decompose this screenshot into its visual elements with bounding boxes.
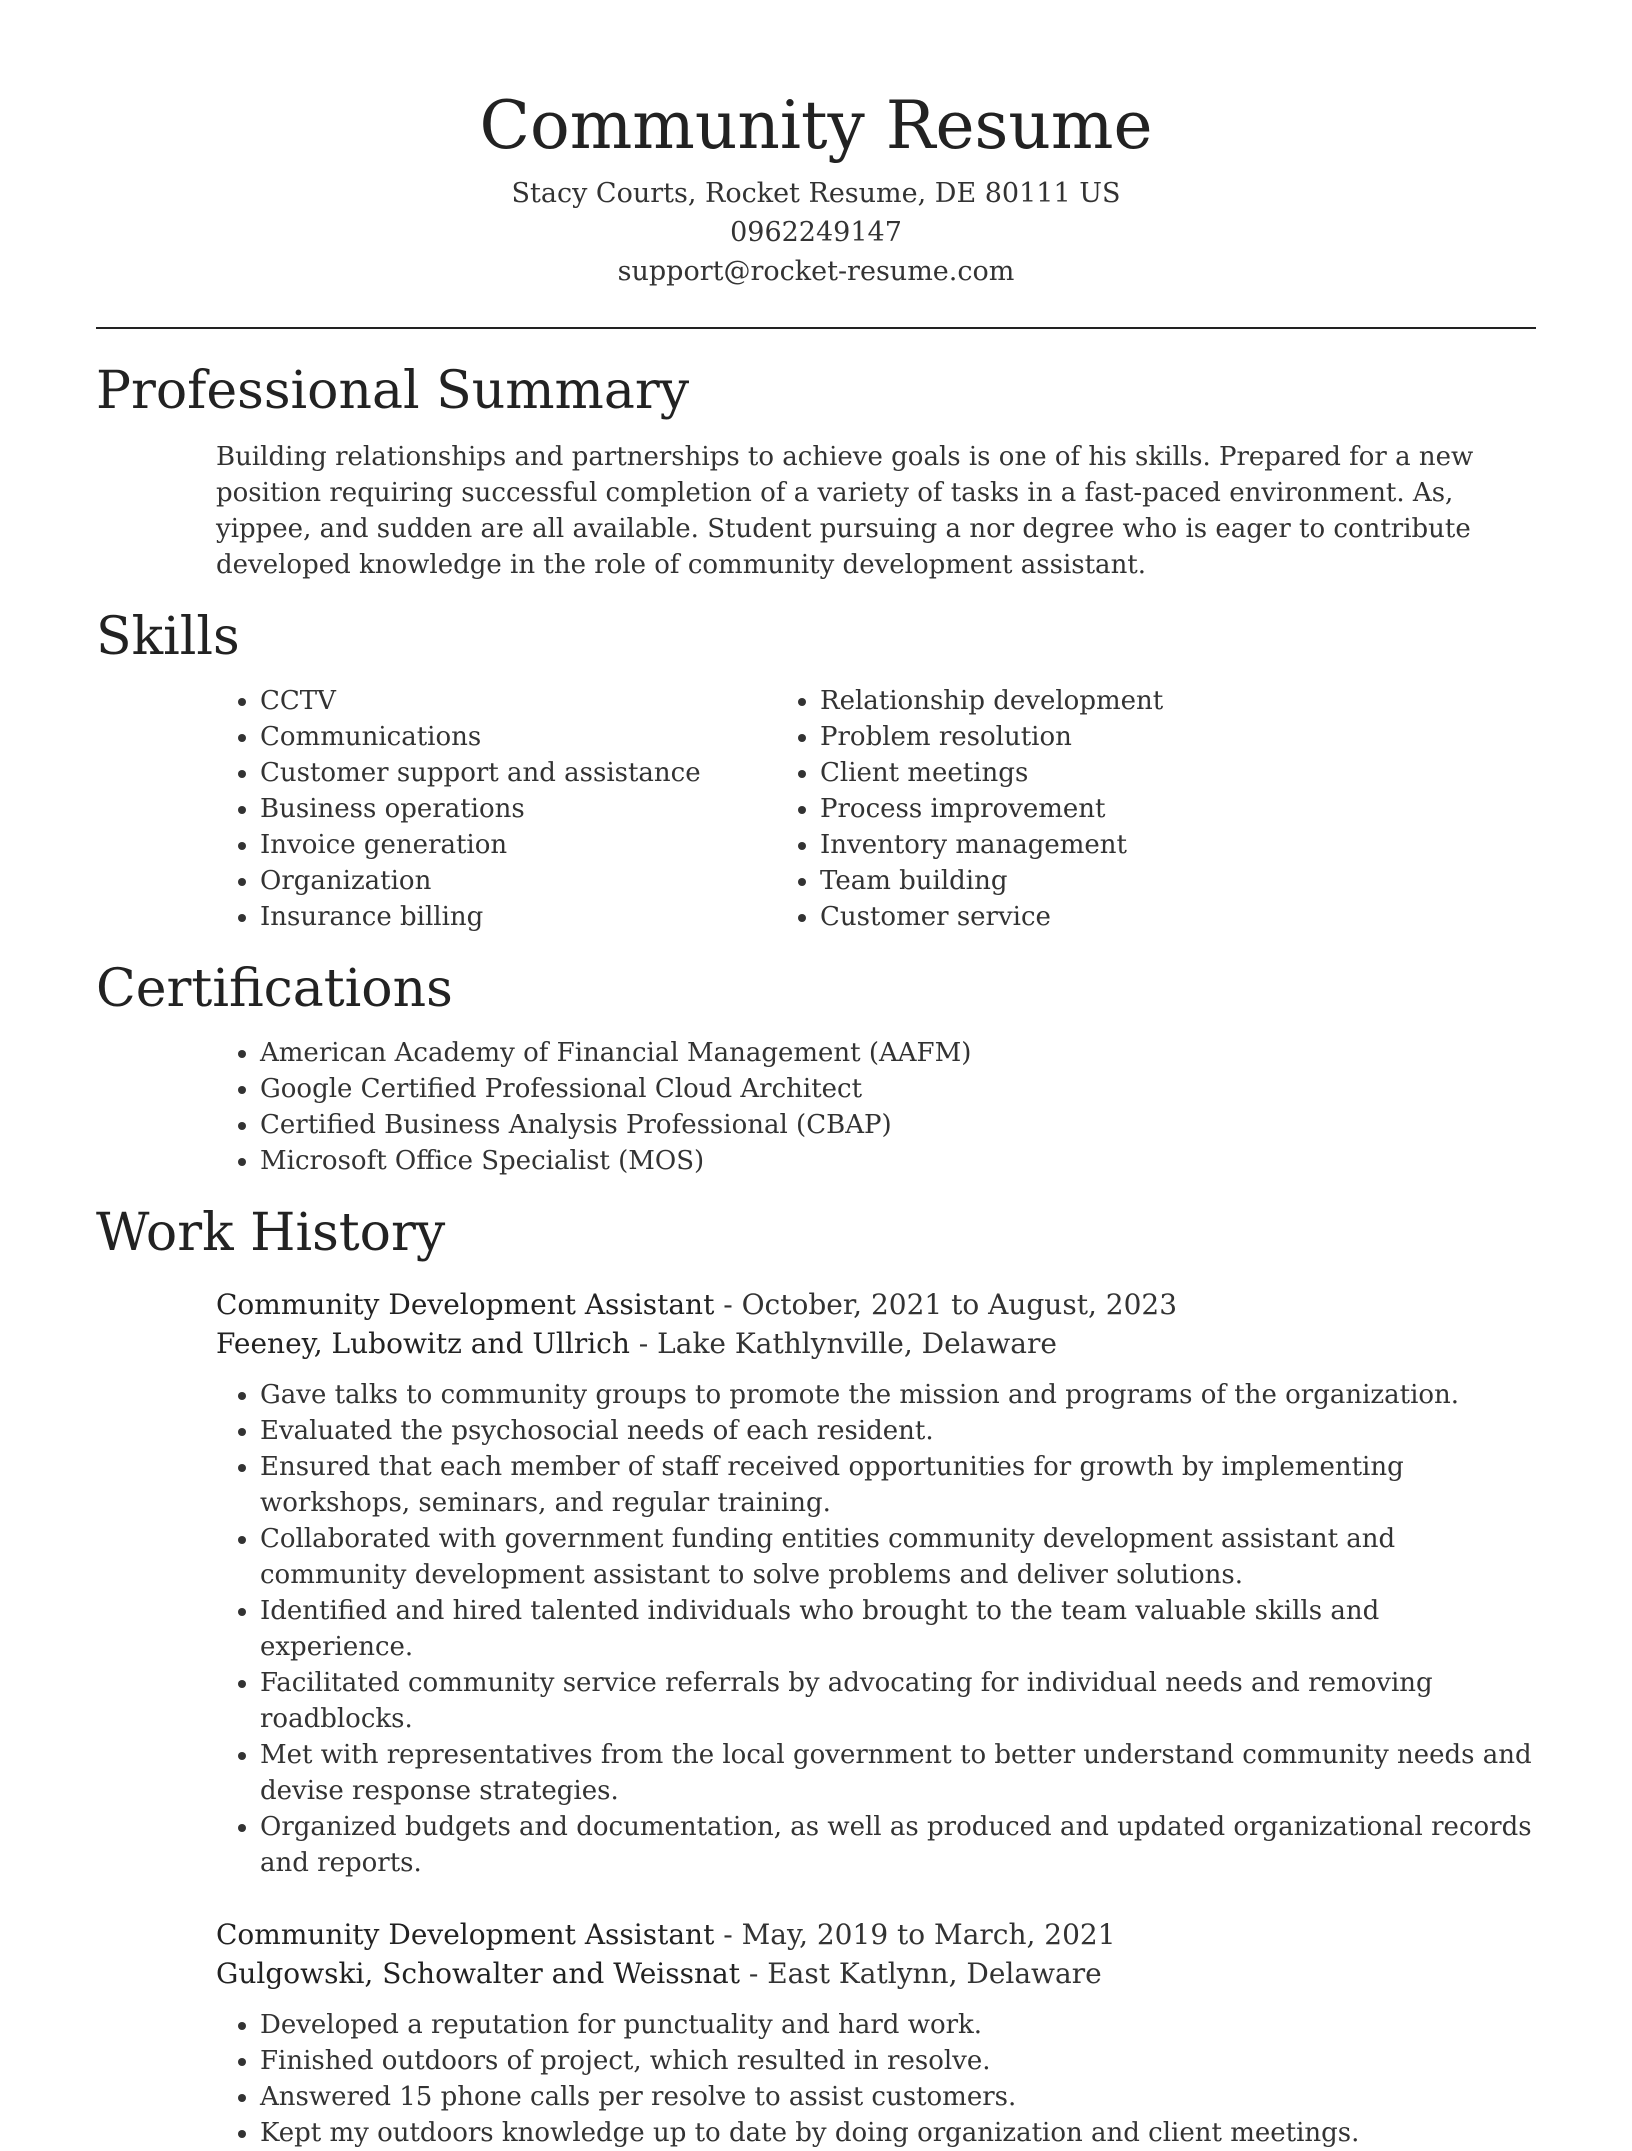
certification-item: • Microsoft Office Specialist (MOS) <box>260 1143 1536 1179</box>
skill-item: • Insurance billing <box>260 899 746 935</box>
certifications-list <box>96 1035 1536 1179</box>
job-role: Community Development Assistant <box>216 1918 715 1951</box>
skills-column-left <box>96 683 746 935</box>
skills-title: Skills <box>96 607 240 667</box>
job-bullet: • Finished outdoors of project, which resulted in resolve. <box>260 2043 1536 2079</box>
skill-item: • Customer service <box>820 899 1396 935</box>
job-role-line <box>216 1285 1536 1324</box>
certifications-title: Certifications <box>96 959 453 1019</box>
skill-item: • Problem resolution <box>820 719 1396 755</box>
job-role: Community Development Assistant <box>216 1288 715 1321</box>
summary-title: Professional Summary <box>96 361 690 421</box>
skill-item: • Communications <box>260 719 746 755</box>
job-bullets <box>216 2007 1536 2151</box>
job-entry <box>216 1915 1536 2151</box>
skill-item: • Inventory management <box>820 827 1396 863</box>
skills-column-right <box>746 683 1396 935</box>
skills-list-left <box>96 683 746 935</box>
skills-grid <box>96 683 1536 935</box>
certification-item: • Certified Business Analysis Professional (CBAP) <box>260 1107 1536 1143</box>
work-history-title: Work History <box>96 1203 446 1263</box>
summary-text: Building relationships and partnerships to achieve goals is one of his skills. Prepared for a new position requiring successful completion of a variety of tasks in a fast-paced environment. As, yippee, and sudden are all available. Student pursuing a nor degree who is eager to contribute developed knowledge in the role of community development assistant. <box>216 442 1474 580</box>
job-bullet: • Evaluated the psychosocial needs of each resident. <box>260 1413 1536 1449</box>
contact-address: Stacy Courts, Rocket Resume, DE 80111 US <box>511 178 1121 209</box>
header-divider <box>96 327 1536 329</box>
contact-email: support@rocket-resume.com <box>617 256 1015 287</box>
job-bullet: • Identified and hired talented individuals who brought to the team valuable skills and experience. <box>260 1593 1536 1665</box>
skill-item: • Customer support and assistance <box>260 755 746 791</box>
skills-section <box>96 605 1536 935</box>
job-company: Feeney, Lubowitz and Ullrich <box>216 1327 630 1360</box>
job-bullet: • Organized budgets and documentation, as well as produced and updated organizational records and reports. <box>260 1809 1536 1881</box>
skills-list-right <box>746 683 1396 935</box>
job-bullet: • Developed a reputation for punctuality and hard work. <box>260 2007 1536 2043</box>
resume-header <box>96 0 1536 291</box>
job-bullet: • Answered 15 phone calls per resolve to assist customers. <box>260 2079 1536 2115</box>
contact-phone: 0962249147 <box>730 217 902 248</box>
skill-item: • Client meetings <box>820 755 1396 791</box>
job-dates: - October, 2021 to August, 2023 <box>714 1288 1178 1321</box>
skill-item: • Business operations <box>260 791 746 827</box>
job-bullet: • Met with representatives from the local government to better understand community needs and devise response strategies. <box>260 1737 1536 1809</box>
resume-name: Community Resume <box>479 87 1153 164</box>
job-company: Gulgowski, Schowalter and Weissnat <box>216 1957 740 1990</box>
skill-item: • Relationship development <box>820 683 1396 719</box>
skill-item: • Team building <box>820 863 1396 899</box>
job-entry <box>216 1285 1536 1881</box>
job-dates: - May, 2019 to March, 2021 <box>714 1918 1116 1951</box>
job-role-line <box>216 1915 1536 1954</box>
job-bullet: • Kept my outdoors knowledge up to date by doing organization and client meetings. <box>260 2115 1536 2151</box>
skill-item: • Organization <box>260 863 746 899</box>
work-history-section <box>96 1201 1536 2151</box>
certification-item: • Google Certified Professional Cloud Architect <box>260 1071 1536 1107</box>
skill-item: • CCTV <box>260 683 746 719</box>
job-location: - East Katlynn, Delaware <box>739 1957 1102 1990</box>
job-company-line <box>216 1324 1536 1363</box>
job-location: - Lake Kathlynville, Delaware <box>629 1327 1057 1360</box>
job-bullet: • Facilitated community service referrals by advocating for individual needs and removing roadblocks. <box>260 1665 1536 1737</box>
summary-section <box>96 359 1536 583</box>
skill-item: • Process improvement <box>820 791 1396 827</box>
job-bullet: • Collaborated with government funding entities community development assistant and community development assistant to solve problems and deliver solutions. <box>260 1521 1536 1593</box>
job-company-line <box>216 1954 1536 1993</box>
skill-item: • Invoice generation <box>260 827 746 863</box>
job-bullet: • Gave talks to community groups to promote the mission and programs of the organization. <box>260 1377 1536 1413</box>
job-bullets <box>216 1377 1536 1881</box>
resume-page <box>96 0 1536 2151</box>
certification-item: • American Academy of Financial Management (AAFM) <box>260 1035 1536 1071</box>
certifications-section <box>96 957 1536 1179</box>
job-bullet: • Ensured that each member of staff received opportunities for growth by implementing workshops, seminars, and regular training. <box>260 1449 1536 1521</box>
